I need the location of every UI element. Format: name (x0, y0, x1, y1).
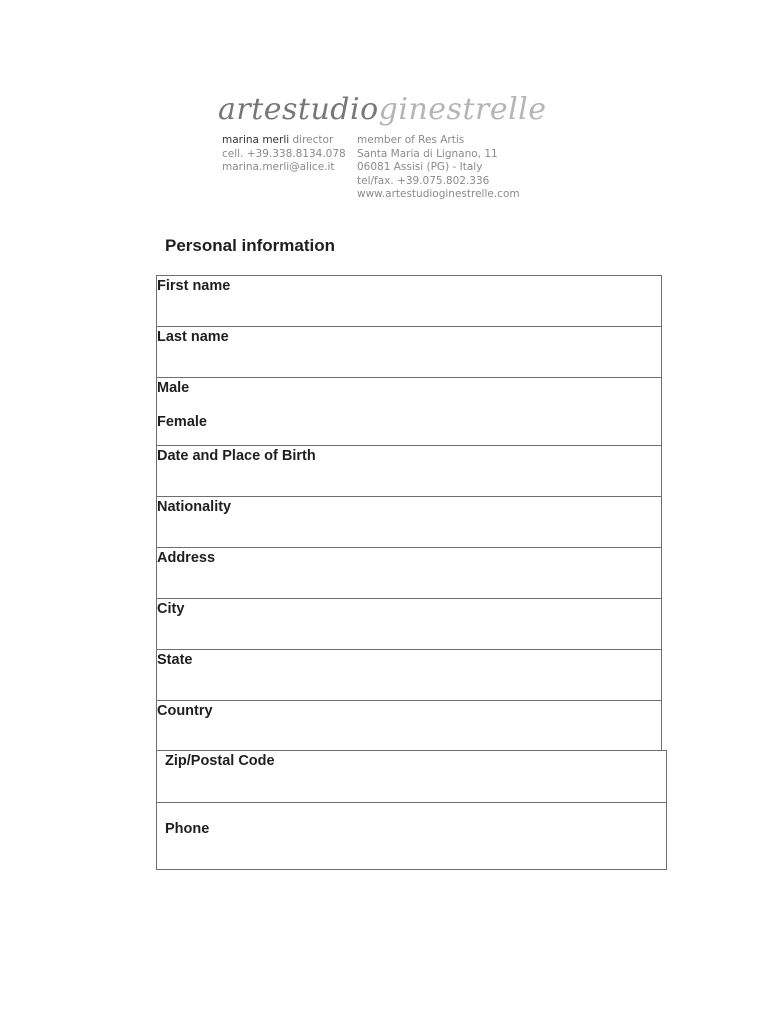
studio-city: 06081 Assisi (PG) - Italy (357, 161, 483, 173)
studio-website: www.artestudioginestrelle.com (357, 188, 520, 200)
brand-logo-light: ginestrelle (378, 92, 547, 127)
country-field[interactable] (156, 700, 662, 751)
city-label: City (157, 601, 185, 617)
country-label: Country (157, 703, 213, 719)
section-title: Personal information (165, 236, 336, 255)
director-name: marina merli (222, 134, 290, 146)
letterhead (0, 0, 770, 210)
last-name-label: Last name (157, 329, 229, 345)
female-option-label: Female (157, 414, 207, 430)
address-label: Address (157, 550, 216, 566)
brand-logo (218, 92, 547, 127)
director-role: director (292, 134, 334, 146)
studio-contact (357, 134, 520, 202)
director-contact (222, 134, 346, 175)
last-name-field[interactable] (156, 326, 662, 377)
director-line (222, 134, 346, 148)
city-field[interactable] (156, 598, 662, 649)
date-place-birth-label: Date and Place of Birth (157, 448, 316, 464)
date-place-birth-field[interactable] (156, 445, 662, 496)
zip-label: Zip/Postal Code (165, 753, 275, 769)
nationality-label: Nationality (157, 499, 232, 515)
state-label: State (157, 652, 193, 668)
nationality-field[interactable] (156, 496, 662, 547)
zip-field[interactable] (156, 750, 667, 802)
studio-street: Santa Maria di Lignano, 11 (357, 147, 498, 160)
director-cell: cell. +39.338.8134.078 (222, 147, 346, 160)
phone-label: Phone (165, 821, 210, 837)
state-field[interactable] (156, 649, 662, 700)
male-option-label: Male (157, 380, 190, 396)
brand-logo-dark: artestudio (218, 92, 379, 127)
address-field[interactable] (156, 547, 662, 598)
first-name-label: First name (157, 278, 231, 294)
first-name-field[interactable] (156, 275, 662, 326)
contact-info-table (156, 750, 667, 870)
studio-telfax: tel/fax. +39.075.802.336 (357, 174, 490, 187)
director-email: marina.merli@alice.it (222, 161, 335, 173)
gender-field[interactable] (156, 377, 662, 445)
studio-membership: member of Res Artis (357, 134, 465, 146)
phone-field[interactable] (156, 802, 667, 870)
personal-info-table (156, 275, 662, 751)
